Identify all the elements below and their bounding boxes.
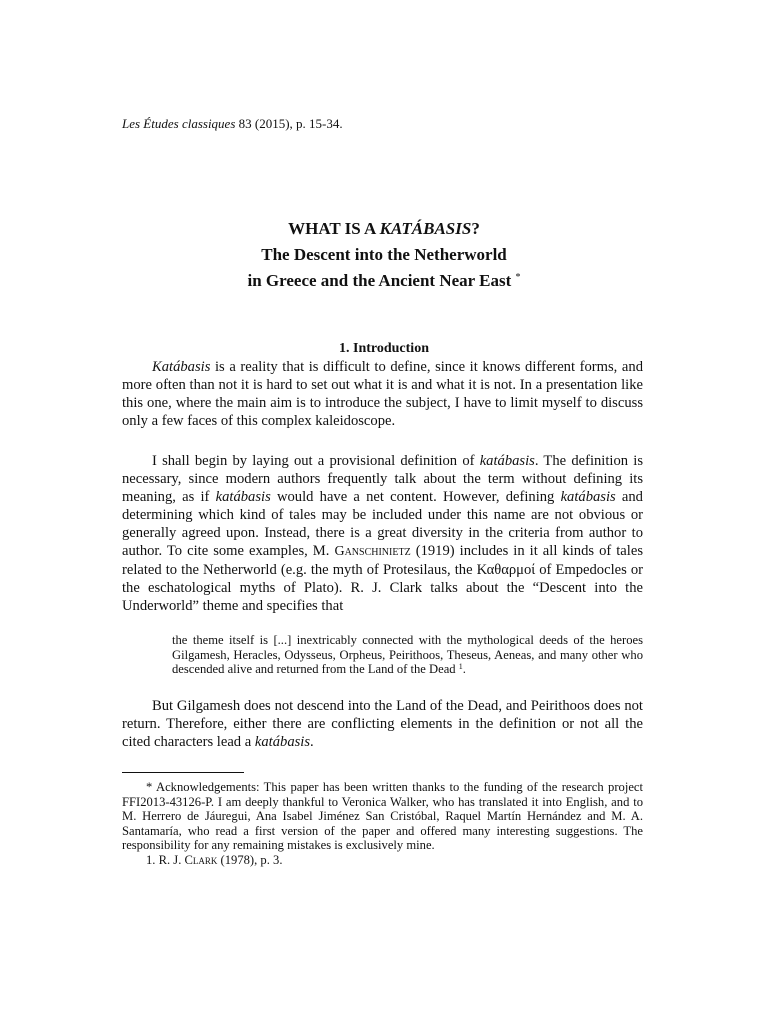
footnote-1-suffix: (1978), p. 3. [217,852,283,867]
article-title [122,216,646,294]
footnote-ref-1[interactable]: 1 [458,662,463,671]
paragraph-text: I shall begin by laying out a provisional definition of [152,453,480,469]
paragraph-text: But Gilgamesh does not descend into the Land of the Dead, and Peirithoos does not return. Therefore, either there are conflicting elements in the definition or not all the cited characters lead a [122,698,643,750]
footnote-1-author: Clark [184,852,218,867]
footnote-divider [122,772,244,773]
paragraph-text: would have a net content. However, defining [270,489,561,505]
subtitle-text: in Greece and the Ancient Near East [247,271,516,290]
italic-term: katábasis [254,734,311,750]
title-prefix: WHAT IS A [288,219,380,238]
italic-term: Katábasis [152,359,211,375]
journal-reference [122,116,343,132]
paragraph-end: . [310,734,314,750]
footnote-1 [122,853,643,868]
author-name-small-caps: Ganschinietz [334,544,411,559]
quote-end: . [462,662,466,676]
paragraph-text: . The definition is necessary, since modern authors frequently talk about the term without defining its meaning, as if [122,453,644,505]
journal-volume-pages: 83 (2015), p. 15-34. [235,116,343,131]
section-heading: 1. Introduction [339,341,429,356]
title-line-1 [122,216,646,242]
paragraph-text: and determining which kind of tales may be included under this name are not obvious or generally agreed upon. Instead, there is a great diversity in the criteria from author to author. To cite some examples, M. [122,489,643,559]
paragraph-introduction [122,358,643,430]
footnotes [122,780,643,867]
footnote-acknowledgement: * Acknowledgements: This paper has been written thanks to the funding of the research project FFI2013-43126-P. I am deeply thankful to Veronica Walker, who has translated it into English, and to M. Herrero de Jáuregui, Ana Isabel Jiménez San Cristóbal, Raquel Martín Hernández and M. A. Santamaría, who read a first version of the paper and offered many interesting suggestions. The responsibility for any remaining mistakes is exclusively mine. [122,780,643,852]
subtitle-line-1: The Descent into the Netherworld [261,245,507,264]
title-question-mark: ? [471,219,480,238]
footnote-1-prefix: 1. R. J. [146,852,185,867]
title-footnote-mark[interactable]: * [515,272,521,283]
quote-text: the theme itself is [...] inextricably connected with the mythological deeds of the heroes Gilgamesh, Heracles, Odysseus, Orpheus, Peirithoos, Theseus, Aeneas, and many other who descended alive and returned from the Land of the Dead [172,633,643,676]
title-italic-term: KATÁBASIS [379,219,472,238]
italic-term: katábasis [560,489,616,505]
block-quote [172,633,643,677]
paragraph-text: is a reality that is difficult to define, since it knows different forms, and more often than not it is hard to set out what it is and what it is not. In a presentation like this one, where the main aim is to introduce the subject, I have to limit myself to discuss only a few faces of this complex kaleidoscope. [122,359,643,429]
paragraph-gilgamesh [122,697,643,751]
paragraph-text: (1919) includes in it all kinds of tales related to the Netherworld (e.g. the myth of Protesilaus, the Καθαρμοί of Empedocles or the eschatological myths of Plato). R. J. Clark talks about the “Descent into the Underworld” theme and specifies that [122,543,643,614]
italic-term: katábasis [215,489,271,505]
paragraph-definition [122,452,643,615]
journal-title: Les Études classiques [122,116,236,131]
italic-term: katábasis [479,453,535,469]
subtitle-line-2 [122,268,646,294]
